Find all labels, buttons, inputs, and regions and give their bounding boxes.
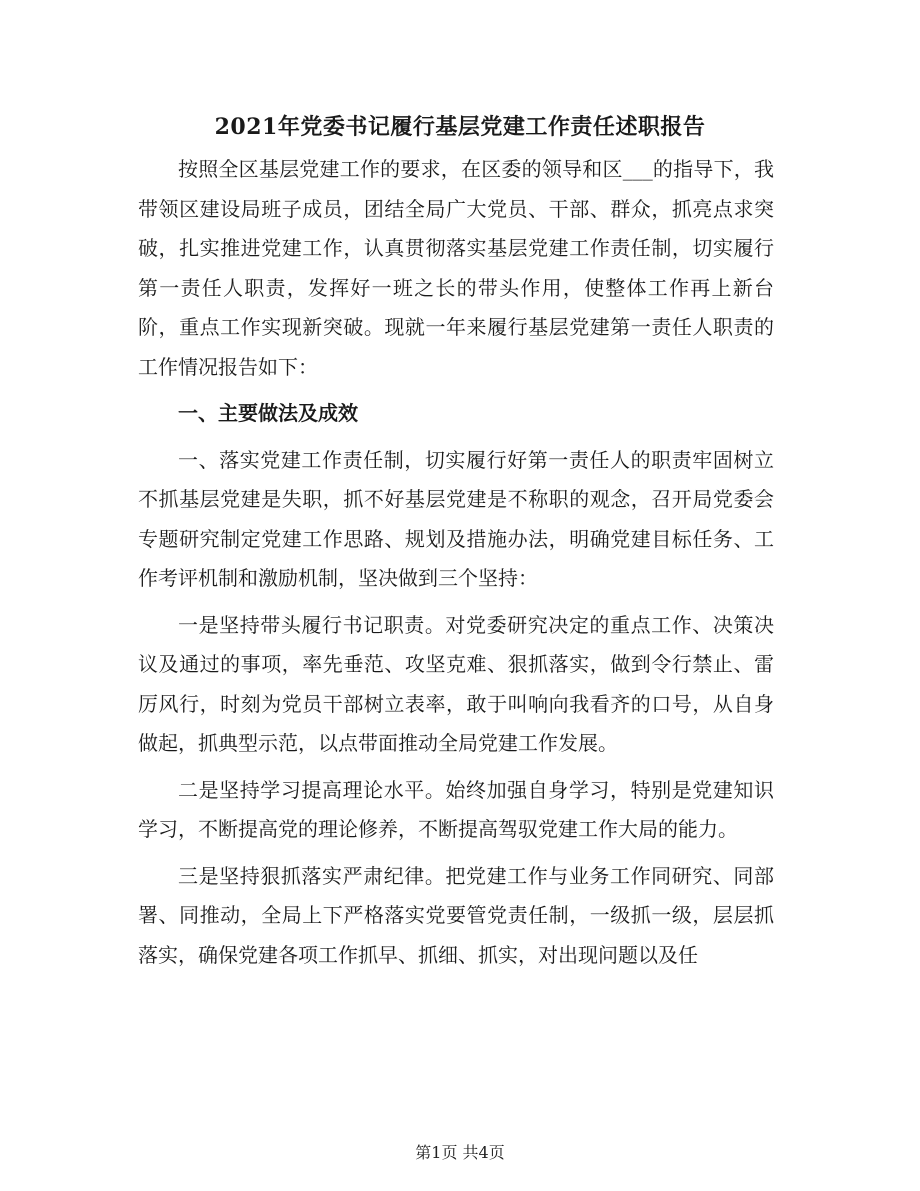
document-body bbox=[138, 150, 774, 982]
paragraph-responsibility: 一、落实党建工作责任制，切实履行好第一责任人的职责牢固树立不抓基层党建是失职，抓不好基层党建是不称职的观念，召开局党委会专题研究制定党建工作思路、规划及措施办法，明确党建目标任务、工作考评机制和激励机制，坚决做到三个坚持： bbox=[138, 447, 774, 590]
document-title: 2021年党委书记履行基层党建工作责任述职报告 bbox=[214, 114, 706, 140]
page-footer: 第1页 共4页 bbox=[415, 1143, 505, 1162]
paragraph-second-persist: 二是坚持学习提高理论水平。始终加强自身学习，特别是党建知识学习，不断提高党的理论修养，不断提高驾驭党建工作大局的能力。 bbox=[138, 777, 774, 841]
paragraph-intro: 按照全区基层党建工作的要求，在区委的领导和区___的指导下，我带领区建设局班子成员，团结全局广大党员、干部、群众，抓亮点求突破，扎实推进党建工作，认真贯彻落实基层党建工作责任制，切实履行第一责任人职责，发挥好一班之长的带头作用，使整体工作再上新台阶，重点工作实现新突破。现就一年来履行基层党建第一责任人职责的工作情况报告如下： bbox=[138, 157, 774, 379]
paragraph-third-persist: 三是坚持狠抓落实严肃纪律。把党建工作与业务工作同研究、同部署、同推动，全局上下严格落实党要管党责任制，一级抓一级，层层抓落实，确保党建各项工作抓早、抓细、抓实，对出现问题以及任 bbox=[138, 863, 774, 967]
paragraph-first-persist: 一是坚持带头履行书记职责。对党委研究决定的重点工作、决策决议及通过的事项，率先垂范、攻坚克难、狠抓落实，做到令行禁止、雷厉风行，时刻为党员干部树立表率，敢于叫响向我看齐的口号，从自身做起，抓典型示范，以点带面推动全局党建工作发展。 bbox=[138, 612, 774, 755]
section-heading: 一、主要做法及成效 bbox=[178, 401, 358, 425]
